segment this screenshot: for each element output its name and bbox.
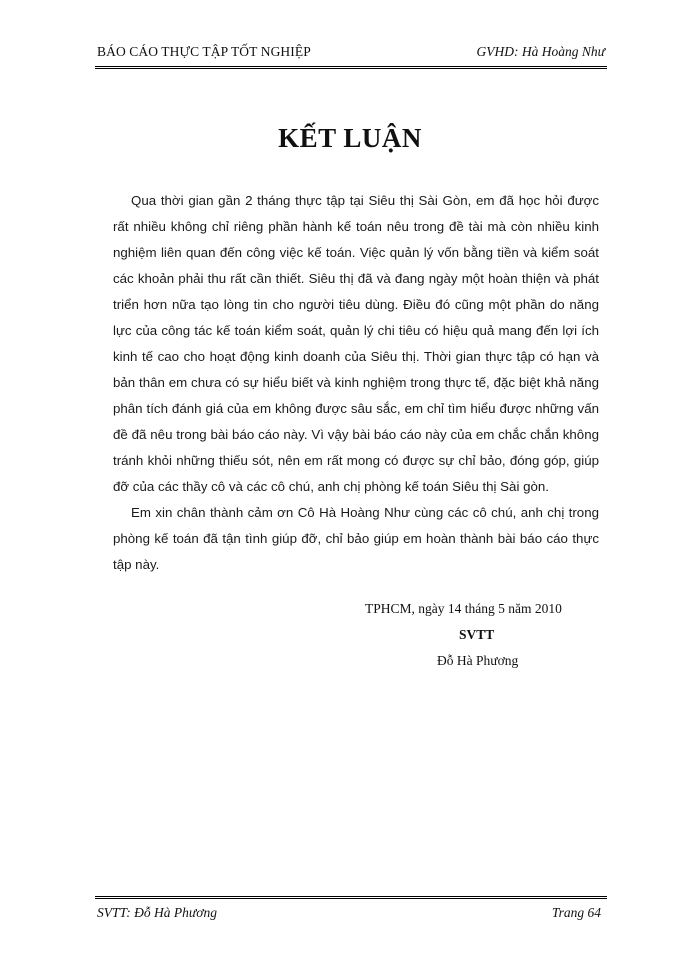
signature-role: SVTT (459, 627, 495, 642)
page-footer (95, 896, 607, 927)
signature-name: Đỗ Hà Phương (437, 653, 519, 668)
header-supervisor: GVHD: Hà Hoàng Như (476, 44, 605, 59)
page-header (95, 40, 607, 69)
page-title: KẾT LUẬN (278, 123, 422, 153)
footer-page-number: Trang 64 (551, 905, 601, 920)
paragraph-2: Em xin chân thành cảm ơn Cô Hà Hoàng Như cùng các cô chú, anh chị trong phòng kế toán đã tận tình giúp đỡ, chỉ bảo giúp em hoàn thành bài báo cáo thực tập này. (113, 505, 599, 572)
signature-place-date: TPHCM, ngày 14 tháng 5 năm 2010 (365, 601, 562, 616)
signature-block (365, 596, 605, 674)
header-report-title: BÁO CÁO THỰC TẬP TỐT NGHIỆP (97, 44, 311, 59)
document-body (113, 188, 599, 578)
paragraph-1: Qua thời gian gần 2 tháng thực tập tại Siêu thị Sài Gòn, em đã học hỏi được rất nhiều không chỉ riêng phần hành kế toán nêu trong đề tài mà còn nhiều kinh nghiệm liên quan đến công việc kế toán. Việc quản lý vốn bằng tiền và kiểm soát các khoản phải thu rất cần thiết. Siêu thị đã và đang ngày một hoàn thiện và phát triển hơn nữa tạo lòng tin cho người tiêu dùng. Điều đó cũng một phần do năng lực của công tác kế toán kiểm soát, quản lý chi tiêu có hiệu quả mang đến lợi ích kinh tế cao cho hoạt động kinh doanh của Siêu thị. Thời gian thực tập có hạn và bản thân em chưa có sự hiểu biết và kinh nghiệm trong thực tế, đặc biệt khả năng phân tích đánh giá của em không được sâu sắc, em chỉ tìm hiểu được những vấn đề đã nêu trong bài báo cáo này. Vì vậy bài báo cáo này của em chắc chắn không tránh khỏi những thiếu sót, nên em rất mong có được sự chỉ bảo, đóng góp, giúp đỡ của các thầy cô và các cô chú, anh chị phòng kế toán Siêu thị Sài gòn. (113, 193, 599, 494)
footer-author: SVTT: Đỗ Hà Phương (97, 905, 217, 920)
